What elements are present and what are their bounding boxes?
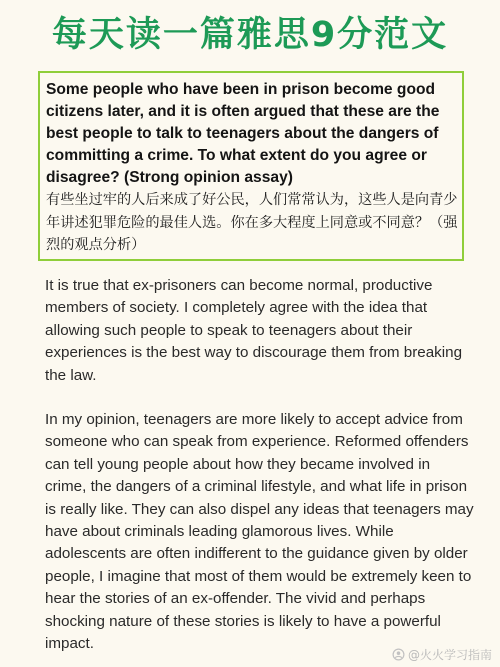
prompt-chinese: 有些坐过牢的人后来成了好公民，人们常常认为，这些人是向青少年讲述犯罪危险的最佳人选。你在多大程度上同意或不同意？（强烈的观点分析） [46, 192, 458, 253]
watermark-text: @火火学习指南 [407, 648, 492, 662]
account-badge-icon [392, 648, 405, 661]
essay-body [45, 275, 475, 656]
prompt-english: Some people who have been in prison become good citizens later, and it is often argued that these are the best people to talk to teenagers about the dangers of committing a crime. To what extent do you agree or disagree? (Strong opinion assay) [46, 81, 440, 186]
page-title: 每天读一篇雅思9分范文 [51, 15, 449, 55]
essay-prompt-box [38, 71, 464, 261]
essay-paragraph: It is true that ex-prisoners can become normal, productive members of society. I completely agree with the idea that allowing such people to speak to teenagers about their experiences is the best way to discourage them from breaking the law. [45, 277, 463, 384]
author-watermark [392, 646, 492, 663]
essay-paragraph: In my opinion, teenagers are more likely to accept advice from someone who can speak from experience. Reformed offenders can tell young people about how they became involved in crime, the dangers of a criminal lifestyle, and what life in prison is really like. They can also dispel any ideas that teenagers may have about criminals leading glamorous lives. While adolescents are often indifferent to the guidance given by older people, I imagine that most of them would be extremely keen to hear the stories of an ex-offender. The vivid and perhaps shocking nature of these stories is likely to have a powerful impact. [45, 411, 474, 653]
